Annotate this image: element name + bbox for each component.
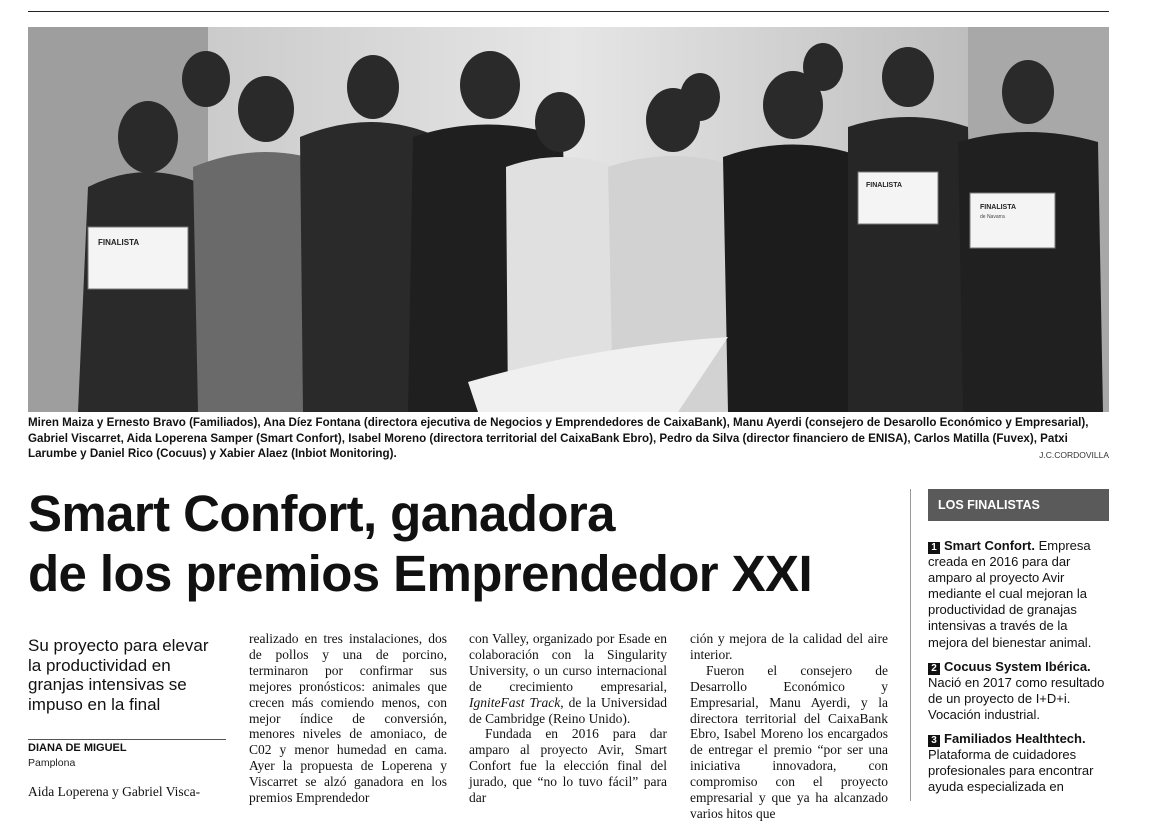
column-2-text: realizado en tres instalaciones, dos de pollos y una de porcino, terminaron por confirmar sus mejores pronósticos: animales que crecen más comiendo menos, con mejor índice de conversión, menores niveles de amoniaco, de C02 y menor humedad en cama. Ayer la propuesta de Loperena y Viscarret se alzó ganadora en los premios Emprendedor xyxy=(249,631,447,806)
finalist-text: Plataforma de cuidadores profesionales para encontrar ayuda especializada en xyxy=(928,747,1094,795)
news-photo xyxy=(28,27,1109,412)
finalist-name: Smart Confort. xyxy=(944,538,1035,553)
dateline: Pamplona xyxy=(28,757,76,769)
column-3-p1-a: con Valley, organizado por Esade en colaboración con la Singularity University, o un curso internacional de crecimiento empresarial, xyxy=(469,631,667,694)
column-4 xyxy=(690,631,888,822)
sign-sub-3: de Navarra xyxy=(980,214,1005,220)
finalist-text: Empresa creada en 2016 para dar amparo al proyecto Avir mediante el cual mejoran la productividad de granajas intensivas a través de la mejora del bienestar animal. xyxy=(928,538,1092,650)
finalist-name: Familiados Healthtech. xyxy=(944,731,1086,747)
column-3-p1-em: IgniteFast Track xyxy=(469,694,561,710)
finalist-number: 3 xyxy=(928,735,940,747)
column-3-paragraph-1 xyxy=(469,631,667,726)
finalist-number: 1 xyxy=(928,542,940,554)
group-photo-illustration xyxy=(28,27,1109,412)
headline xyxy=(28,484,888,604)
column-2 xyxy=(249,631,447,806)
sign-title-1: FINALISTA xyxy=(98,238,140,247)
column-3-p1-b: , de la Universidad de Cambridge (Reino Unido). xyxy=(469,694,667,726)
headline-line-1: Smart Confort, ganadora xyxy=(28,485,615,542)
column-3 xyxy=(469,631,667,806)
finalist-name: Cocuus System Ibérica. xyxy=(944,658,1091,674)
finalist-number: 2 xyxy=(928,663,940,675)
byline-rule xyxy=(28,739,226,740)
headline-line-2: de los premios Emprendedor XXI xyxy=(28,545,813,602)
sidebar-title: LOS FINALISTAS xyxy=(928,489,1109,521)
sign-title-2: FINALISTA xyxy=(866,182,903,189)
finalist-entry xyxy=(928,659,1109,723)
finalist-text: Nació en 2017 como resultado de un proyecto de I+D+i. Vocación industrial. xyxy=(928,674,1105,722)
column-4-paragraph-1: ción y mejora de la calidad del aire interior. xyxy=(690,631,888,662)
sign-title-3: FINALISTA xyxy=(980,204,1017,211)
photo-credit: J.C.CORDOVILLA xyxy=(1039,450,1109,460)
finalist-entry xyxy=(928,538,1109,651)
column-3-paragraph-2: Fundada en 2016 para dar amparo al proyecto Avir, Smart Confort fue la elección final del jurado, que “no lo tuvo fácil” para dar xyxy=(469,726,667,806)
top-rule xyxy=(28,11,1109,12)
byline: DIANA DE MIGUEL xyxy=(28,742,127,754)
finalist-entry xyxy=(928,731,1109,795)
column-4-paragraph-2: Fueron el consejero de Desarrollo Económico y Empresarial, Manu Ayerdi, y la directora territorial del CaixaBank Ebro, Isabel Moreno los encargados de entregar el premio “por ser una iniciativa innovadora, con compromiso con el proyecto empresarial y que ya ha alcanzado varios hitos que xyxy=(690,662,888,821)
lede: Su proyecto para elevar la productividad en granjas intensivas se impuso en la final xyxy=(28,636,209,714)
sidebar-finalists xyxy=(928,538,1109,803)
photo-caption: Miren Maiza y Ernesto Bravo (Familiados), Ana Díez Fontana (directora ejecutiva de Negocios y Emprendedores de CaixaBank), Manu Ayerdi (consejero de Desarollo Económico y Empresarial), Gabriel Viscarret, Aida Loperena Samper (Smart Confort), Isabel Moreno (directora territorial del CaixaBank Ebro), Pedro da Silva (director financiero de ENISA), Carlos Matilla (Fuvex), Patxi Larumbe y Daniel Rico (Cocuus) y Xabier Alaez (Inbiot Monitoring). xyxy=(28,416,1089,461)
sidebar-divider xyxy=(910,489,911,801)
column-1-start: Aida Loperena y Gabriel Visca- xyxy=(28,784,201,799)
